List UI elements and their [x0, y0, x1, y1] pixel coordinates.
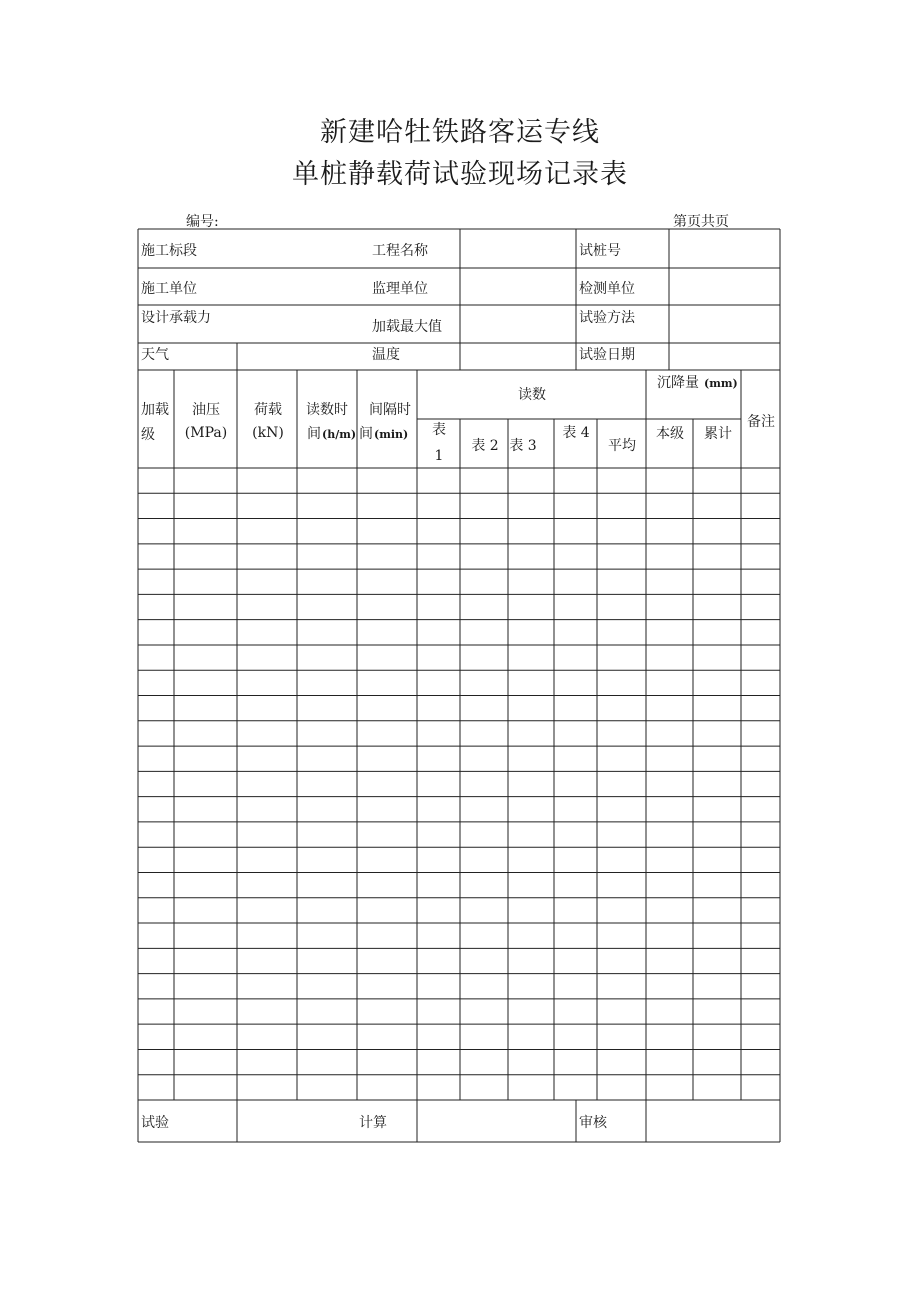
header-gauge2: 表 2 [471, 438, 499, 454]
header-gauge4: 表 4 [562, 425, 590, 441]
header-read-time-a: 读数时 [306, 402, 348, 418]
label-inspector: 检测单位 [579, 281, 635, 297]
footer-calc: 计算 [359, 1115, 387, 1131]
label-builder: 施工单位 [141, 281, 197, 297]
header-cumulative: 累计 [704, 426, 732, 442]
document-title-line1: 新建哈牡铁路客运专线 [320, 117, 600, 148]
header-interval-unit: (min) [374, 428, 409, 441]
label-max-load: 加载最大值 [372, 319, 442, 335]
page-label: 第页共页 [673, 214, 729, 230]
label-supervisor: 监理单位 [372, 281, 428, 297]
header-read-time-unit: (h/m) [322, 428, 357, 441]
label-project: 工程名称 [372, 243, 428, 259]
header-gauge1-b: 1 [434, 448, 444, 464]
header-oil-b: (MPa) [184, 425, 228, 441]
header-average: 平均 [608, 438, 636, 454]
label-design-capacity: 设计承载力 [141, 310, 211, 326]
label-section: 施工标段 [141, 243, 197, 259]
header-remark: 备注 [747, 414, 775, 430]
label-method: 试验方法 [579, 310, 635, 326]
document-title-line2: 单桩静载荷试验现场记录表 [292, 159, 628, 190]
header-gauge1-a: 表 [432, 422, 446, 438]
label-date: 试验日期 [579, 347, 635, 363]
footer-test: 试验 [141, 1115, 169, 1131]
label-pile-no: 试桩号 [579, 243, 621, 259]
label-temperature: 温度 [372, 347, 400, 363]
header-settlement: 沉降量 [657, 375, 699, 391]
header-level-b: 级 [141, 427, 155, 443]
header-read-time-b: 间 [307, 426, 321, 442]
header-load-b: (kN) [252, 425, 284, 441]
header-load-a: 荷载 [254, 402, 282, 418]
header-oil-a: 油压 [192, 402, 220, 418]
header-settlement-unit: (mm) [704, 377, 738, 390]
header-level-a: 加载 [141, 402, 169, 418]
code-label: 编号: [186, 214, 219, 230]
label-weather: 天气 [141, 347, 169, 363]
header-interval-a: 间隔时 [369, 402, 411, 418]
header-gauge3: 表 3 [509, 438, 537, 454]
header-this-level: 本级 [656, 426, 684, 442]
header-reading: 读数 [518, 387, 546, 403]
header-interval-b: 间 [359, 426, 373, 442]
table-grid [138, 229, 780, 1142]
footer-review: 审核 [579, 1115, 607, 1131]
